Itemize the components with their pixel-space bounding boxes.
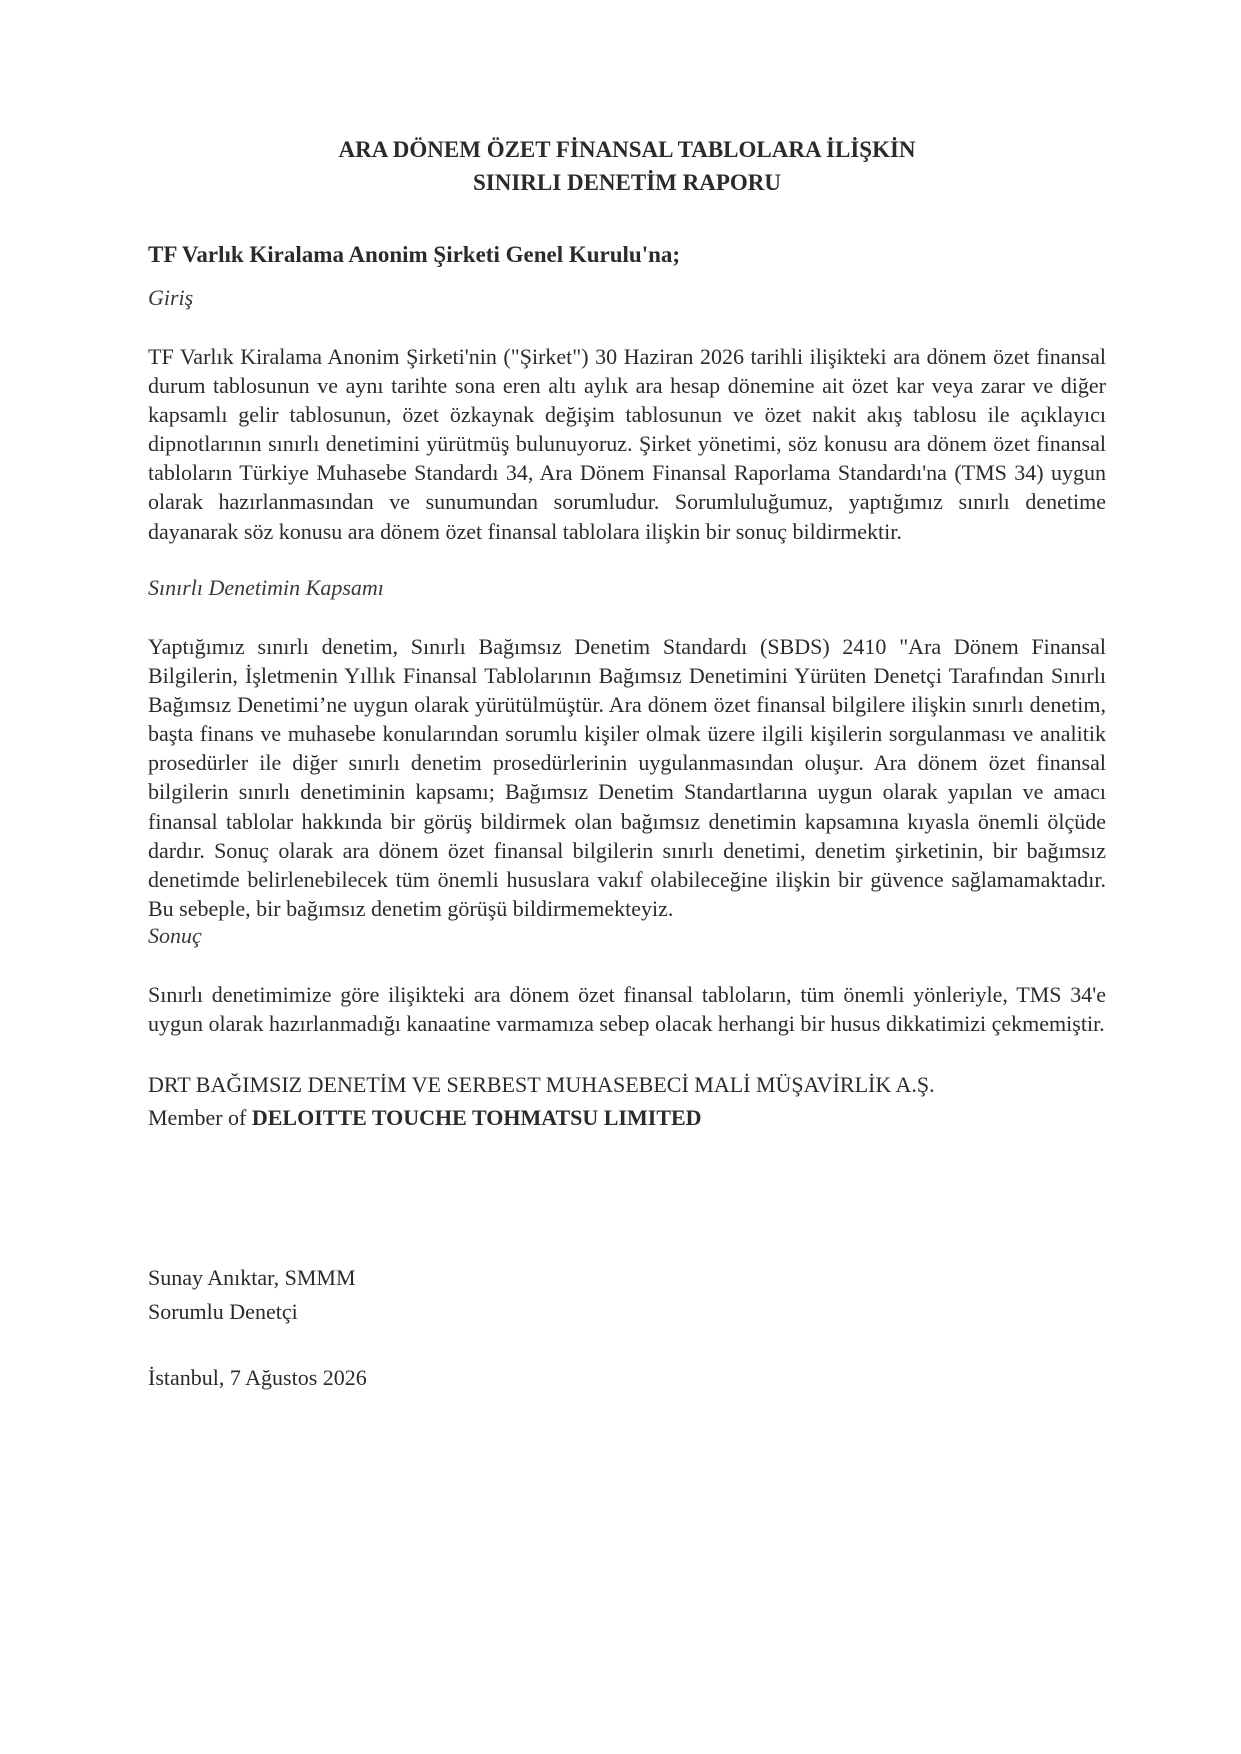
signatory-name: Sunay Anıktar, SMMM [148, 1265, 356, 1290]
report-title [148, 133, 1106, 199]
place-and-date: İstanbul, 7 Ağustos 2026 [148, 1365, 367, 1390]
paragraph-kapsam: Yaptığımız sınırlı denetim, Sınırlı Bağımsız Denetim Standardı (SBDS) 2410 "Ara Dönem Finansal Bilgilerin, İşletmenin Yıllık Finansal Tablolarının Bağımsız Denetimini Yürüten Denetçi Tarafından Sınırlı Bağımsız Denetimi’ne uygun olarak yürütülmüştür. Ara dönem özet finansal bilgilere ilişkin sınırlı denetim, başta finans ve muhasebe konularından sorumlu kişiler olmak üzere ilgili kişilerin sorgulanması ve analitik prosedürler ile diğer sınırlı denetim prosedürlerinin uygulanmasından oluşur. Ara dönem özet finansal bilgilerin sınırlı denetiminin kapsamı; Bağımsız Denetim Standartlarına uygun olarak yapılan ve amacı finansal tablolar hakkında bir görüş bildirmek olan bağımsız denetimin kapsamına kıyasla önemli ölçüde dardır. Sonuç olarak ara dönem özet finansal bilgilerin sınırlı denetimi, denetim şirketinin, bir bağımsız denetimde belirlenebilecek tüm önemli hususlara vakıf olabileceğine ilişkin bir güvence sağlamamaktadır. Bu sebeple, bir bağımsız denetim görüşü bildirmemekteyiz. [148, 634, 1106, 921]
section-heading-kapsam: Sınırlı Denetimin Kapsamı [148, 575, 384, 600]
report-title-line-2: SINIRLI DENETİM RAPORU [473, 170, 781, 195]
addressee: TF Varlık Kiralama Anonim Şirketi Genel Kurulu'na; [148, 242, 681, 267]
section-heading-giris: Giriş [148, 285, 194, 310]
report-title-line-1: ARA DÖNEM ÖZET FİNANSAL TABLOLARA İLİŞKİN [338, 137, 916, 162]
paragraph-sonuc: Sınırlı denetimimize göre ilişikteki ara dönem özet finansal tabloların, tüm önemli yönleriyle, TMS 34'e uygun olarak hazırlanmadığı kanaatine varmamıza sebep olacak herhangi bir husus dikkatimizi çekmemiştir. [148, 982, 1106, 1037]
signatory-role: Sorumlu Denetçi [148, 1299, 298, 1324]
section-heading-sonuc: Sonuç [148, 923, 202, 948]
member-of-line [148, 1103, 702, 1133]
member-firm-name: DELOITTE TOUCHE TOHMATSU LIMITED [251, 1105, 702, 1130]
audit-firm-name: DRT BAĞIMSIZ DENETİM VE SERBEST MUHASEBECİ MALİ MÜŞAVİRLİK A.Ş. [148, 1072, 935, 1097]
member-of-prefix: Member of [148, 1105, 252, 1130]
paragraph-giris: TF Varlık Kiralama Anonim Şirketi'nin ("Şirket") 30 Haziran 2026 tarihli ilişikteki ara dönem özet finansal durum tablosunun ve aynı tarihte sona eren altı aylık ara hesap dönemine ait özet kar veya zarar ve diğer kapsamlı gelir tablosunun, özet özkaynak değişim tablosunun ve özet nakit akış tablosu ile açıklayıcı dipnotlarının sınırlı denetimini yürütmüş bulunuyoruz. Şirket yönetimi, söz konusu ara dönem özet finansal tabloların Türkiye Muhasebe Standardı 34, Ara Dönem Finansal Raporlama Standardı'na (TMS 34) uygun olarak hazırlanmasından ve sunumundan sorumludur. Sorumluluğumuz, yaptığımız sınırlı denetime dayanarak söz konusu ara dönem özet finansal tablolara ilişkin bir sonuç bildirmektir. [148, 344, 1106, 544]
